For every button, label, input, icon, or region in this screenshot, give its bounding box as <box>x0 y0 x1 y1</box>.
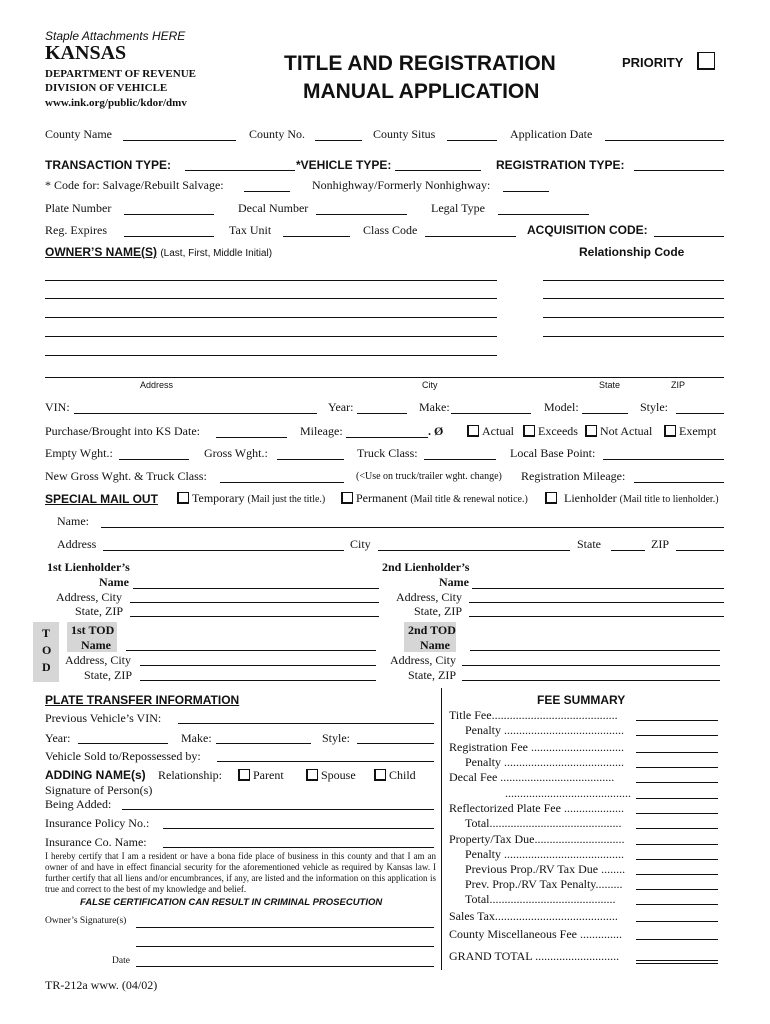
fee-decal-label: Decal Fee ...................................... <box>449 770 615 784</box>
temporary-option <box>192 491 325 506</box>
fee-prev-rv-penalty-label: Prev. Prop./RV Tax Penalty......... <box>465 877 623 891</box>
first-tod-statezip-field[interactable] <box>140 680 376 681</box>
make-label: Make: <box>419 400 450 414</box>
vehicle-type-label: *VEHICLE TYPE: <box>296 158 392 172</box>
fee-registration-field[interactable] <box>636 752 718 753</box>
child-checkbox[interactable] <box>374 769 386 781</box>
gross-weight-field[interactable] <box>277 459 344 460</box>
second-tod-heading: 2nd TOD <box>408 623 456 637</box>
first-tod-statezip-label: State, ZIP <box>84 668 132 682</box>
owner-signature-field-2[interactable] <box>136 946 434 947</box>
prev-make-field[interactable] <box>216 743 311 744</box>
registration-mileage-label: Registration Mileage: <box>521 469 626 483</box>
nonhighway-label: Nonhighway/Formerly Nonhighway: <box>312 178 491 192</box>
fee-property-tax-field[interactable] <box>636 844 718 845</box>
tod-side-tab <box>33 622 59 682</box>
fee-property-penalty-field[interactable] <box>636 859 718 860</box>
owner-signature-field-1[interactable] <box>136 927 434 928</box>
signature-persons-label: Signature of Person(s) <box>45 783 153 797</box>
mail-zip-label: ZIP <box>651 537 669 551</box>
plate-number-label: Plate Number <box>45 201 112 215</box>
second-tod-address-label: Address, City <box>390 653 456 667</box>
prev-vin-field[interactable] <box>178 723 434 724</box>
lienholder-option <box>564 491 719 506</box>
lienholder-checkbox[interactable] <box>545 492 557 504</box>
year-label: Year: <box>328 400 354 414</box>
owners-hint: (Last, First, Middle Initial) <box>160 248 273 259</box>
owners-heading <box>45 245 272 259</box>
insurance-policy-field[interactable] <box>163 828 434 829</box>
exceeds-label: Exceeds <box>538 424 578 438</box>
application-date-label: Application Date <box>510 127 593 141</box>
prev-year-label: Year: <box>45 731 71 745</box>
section-divider <box>441 688 442 970</box>
first-tod-address-field[interactable] <box>140 665 376 666</box>
fee-registration-label: Registration Fee ............................... <box>449 740 624 754</box>
tod-letter-d: D <box>42 660 51 674</box>
temporary-note: (Mail just the title.) <box>247 494 326 505</box>
mileage-label: Mileage: <box>300 424 343 438</box>
fee-blank-field[interactable] <box>636 798 718 799</box>
second-lienholder-address-label: Address, City <box>396 590 462 604</box>
fee-title-penalty-field[interactable] <box>636 735 718 736</box>
fee-title-label: Title Fee.......................................... <box>449 708 618 722</box>
form-title-line1: TITLE AND REGISTRATION <box>284 52 556 75</box>
fee-reflectorized-field[interactable] <box>636 813 718 814</box>
first-tod-name-label: Name <box>81 638 111 652</box>
fee-total-2-label: Total.......................................... <box>465 892 616 906</box>
owner-city-caption: City <box>422 380 438 390</box>
permanent-note: (Mail title & renewal notice.) <box>410 494 528 505</box>
relationship-code-line-3[interactable] <box>543 317 724 318</box>
owner-name-line-4[interactable] <box>45 336 497 337</box>
nonhighway-field[interactable] <box>503 191 549 192</box>
not-actual-label: Not Actual <box>600 424 653 438</box>
legal-type-field[interactable] <box>498 214 589 215</box>
first-lienholder-address-label: Address, City <box>56 590 122 604</box>
second-tod-address-field[interactable] <box>462 665 720 666</box>
empty-weight-label: Empty Wght.: <box>45 446 113 460</box>
relationship-code-line-1[interactable] <box>543 280 724 281</box>
registration-type-label: REGISTRATION TYPE: <box>496 158 625 172</box>
being-added-label: Being Added: <box>45 797 112 811</box>
fee-registration-penalty-label: Penalty ........................................ <box>465 755 624 769</box>
second-tod-statezip-field[interactable] <box>462 680 720 681</box>
second-lienholder-name-field[interactable] <box>472 588 724 589</box>
first-tod-address-label: Address, City <box>65 653 131 667</box>
gross-weight-label: Gross Wght.: <box>204 446 268 460</box>
relationship-code-line-4[interactable] <box>543 336 724 337</box>
local-base-field[interactable] <box>603 459 724 460</box>
parent-checkbox[interactable] <box>238 769 250 781</box>
reg-expires-field[interactable] <box>124 236 214 237</box>
fee-total-1-label: Total............................................ <box>465 816 622 830</box>
tod-letter-t: T <box>42 626 51 640</box>
mail-address-label: Address <box>57 537 97 551</box>
permanent-option <box>356 491 528 506</box>
county-situs-label: County Situs <box>373 127 436 141</box>
fee-prev-rv-tax-field[interactable] <box>636 874 718 875</box>
salvage-field[interactable] <box>244 191 290 192</box>
permanent-checkbox[interactable] <box>341 492 353 504</box>
second-tod-box <box>404 622 456 652</box>
tax-unit-field[interactable] <box>283 236 350 237</box>
truck-class-field[interactable] <box>424 459 496 460</box>
mail-name-label: Name: <box>57 514 89 528</box>
owner-address-caption: Address <box>140 380 174 390</box>
lienholder-label: Lienholder <box>564 491 617 505</box>
actual-label: Actual <box>482 424 514 438</box>
not-actual-checkbox[interactable] <box>585 425 597 437</box>
fee-total-2-field[interactable] <box>636 904 718 905</box>
county-no-label: County No. <box>249 127 306 141</box>
exempt-label: Exempt <box>679 424 717 438</box>
reg-expires-label: Reg. Expires <box>45 223 107 237</box>
agency-website: www.ink.org/public/kdor/dmv <box>45 97 187 109</box>
class-code-field[interactable] <box>425 236 516 237</box>
mail-name-field[interactable] <box>101 527 724 528</box>
parent-label: Parent <box>253 768 284 782</box>
first-tod-heading: 1st TOD <box>71 623 115 637</box>
mail-city-label: City <box>350 537 371 551</box>
plate-transfer-heading: PLATE TRANSFER INFORMATION <box>45 693 240 707</box>
application-date-field[interactable] <box>605 140 724 141</box>
staple-note: Staple Attachments HERE <box>45 29 186 43</box>
fee-property-tax-label: Property/Tax Due.............................. <box>449 832 625 846</box>
transaction-type-field[interactable] <box>185 170 295 171</box>
legal-type-label: Legal Type <box>431 201 485 215</box>
fee-title-field[interactable] <box>636 720 718 721</box>
make-field[interactable] <box>451 413 531 414</box>
registration-type-field[interactable] <box>634 170 724 171</box>
owners-label: OWNER’S NAME(S) <box>45 245 157 259</box>
decal-number-field[interactable] <box>316 214 407 215</box>
false-certification-warning: FALSE CERTIFICATION CAN RESULT IN CRIMINAL PROSECUTION <box>80 897 383 908</box>
temporary-label: Temporary <box>192 491 245 505</box>
second-lienholder-statezip-label: State, ZIP <box>414 604 462 618</box>
fee-registration-penalty-field[interactable] <box>636 767 718 768</box>
year-field[interactable] <box>357 413 407 414</box>
first-lienholder-heading: 1st Lienholder’s <box>47 560 130 574</box>
mileage-field[interactable] <box>346 437 428 438</box>
sold-to-label: Vehicle Sold to/Repossessed by: <box>45 749 201 763</box>
model-field[interactable] <box>582 413 628 414</box>
transaction-type-label: TRANSACTION TYPE: <box>45 158 171 172</box>
spouse-label: Spouse <box>321 768 356 782</box>
child-label: Child <box>389 768 416 782</box>
new-gross-label: New Gross Wght. & Truck Class: <box>45 469 207 483</box>
fee-prev-rv-tax-label: Previous Prop./RV Tax Due ........ <box>465 862 626 876</box>
second-lienholder-statezip-field[interactable] <box>469 616 724 617</box>
first-lienholder-statezip-label: State, ZIP <box>75 604 123 618</box>
second-lienholder-heading: 2nd Lienholder’s <box>382 560 470 574</box>
exceeds-checkbox[interactable] <box>523 425 535 437</box>
priority-checkbox[interactable] <box>697 52 715 70</box>
mileage-suffix: . Ø <box>428 424 444 438</box>
local-base-label: Local Base Point: <box>510 446 596 460</box>
first-lienholder-statezip-field[interactable] <box>130 616 379 617</box>
style-label: Style: <box>640 400 669 414</box>
fee-property-penalty-label: Penalty ........................................ <box>465 847 624 861</box>
vin-label: VIN: <box>45 400 70 414</box>
fee-sales-tax-label: Sales Tax......................................... <box>449 909 618 923</box>
truck-class-label: Truck Class: <box>357 446 418 460</box>
insurance-company-label: Insurance Co. Name: <box>45 835 147 849</box>
empty-weight-field[interactable] <box>119 459 189 460</box>
adding-names-label: ADDING NAME(s) <box>45 768 146 782</box>
prev-style-field[interactable] <box>357 743 434 744</box>
salvage-label: * Code for: Salvage/Rebuilt Salvage: <box>45 178 224 192</box>
sold-to-field[interactable] <box>217 761 434 762</box>
actual-checkbox[interactable] <box>467 425 479 437</box>
relationship-label: Relationship: <box>158 768 222 782</box>
owner-name-line-2[interactable] <box>45 298 497 299</box>
fee-grand-total-double-rule <box>636 963 718 964</box>
second-tod-name-label: Name <box>420 638 450 652</box>
county-no-field[interactable] <box>315 140 362 141</box>
purchase-date-field[interactable] <box>216 437 287 438</box>
agency-department: DEPARTMENT OF REVENUE <box>45 68 196 80</box>
temporary-checkbox[interactable] <box>177 492 189 504</box>
lienholder-note: (Mail title to lienholder.) <box>619 494 719 505</box>
fee-grand-total-field[interactable] <box>636 960 718 961</box>
spouse-checkbox[interactable] <box>306 769 318 781</box>
vehicle-type-field[interactable] <box>395 170 481 171</box>
relationship-code-line-2[interactable] <box>543 298 724 299</box>
truck-weight-note: (<Use on truck/trailer wght. change) <box>356 471 502 482</box>
insurance-company-field[interactable] <box>163 847 434 848</box>
owner-name-line-3[interactable] <box>45 317 497 318</box>
agency-state: KANSAS <box>45 42 127 64</box>
owner-name-line-5[interactable] <box>45 355 497 356</box>
decal-number-label: Decal Number <box>238 201 309 215</box>
model-label: Model: <box>544 400 579 414</box>
first-lienholder-name-field[interactable] <box>133 588 379 589</box>
prev-year-field[interactable] <box>78 743 168 744</box>
owner-name-line-1[interactable] <box>45 280 497 281</box>
registration-mileage-field[interactable] <box>634 482 724 483</box>
acquisition-code-label: ACQUISITION CODE: <box>527 223 648 237</box>
mail-state-field[interactable] <box>611 550 645 551</box>
first-tod-name-field[interactable] <box>126 650 376 651</box>
second-tod-name-field[interactable] <box>470 650 720 651</box>
insurance-policy-label: Insurance Policy No.: <box>45 816 150 830</box>
class-code-label: Class Code <box>363 223 418 237</box>
new-gross-field[interactable] <box>220 482 344 483</box>
owner-state-caption: State <box>599 380 621 390</box>
purchase-date-label: Purchase/Brought into KS Date: <box>45 424 200 438</box>
fee-decal-field[interactable] <box>636 782 718 783</box>
owner-address-line[interactable] <box>45 377 724 378</box>
fee-grand-total-label: GRAND TOTAL ............................ <box>449 949 620 963</box>
agency-division: DIVISION OF VEHICLE <box>45 82 168 94</box>
certification-text: I hereby certify that I am a resident or have a bona fide place of business in this county and that I am an owner of and have in effect financial security for the aforementioned vehicle as required by Kansas law. I further certify that all liens and/or encumbrances, if any, are listed and the information on this application is true and correct to the best of my knowledge and belief. <box>45 851 436 894</box>
fee-title-penalty-label: Penalty ........................................ <box>465 723 624 737</box>
signature-persons-field[interactable] <box>122 809 434 810</box>
form-title-line2: MANUAL APPLICATION <box>303 80 540 103</box>
fee-summary-heading: FEE SUMMARY <box>537 693 626 707</box>
fee-county-misc-field[interactable] <box>636 939 718 940</box>
first-lienholder-name-label: Name <box>99 575 129 589</box>
fee-prev-rv-penalty-field[interactable] <box>636 889 718 890</box>
tax-unit-label: Tax Unit <box>229 223 272 237</box>
prev-make-label: Make: <box>181 731 212 745</box>
second-lienholder-name-label: Name <box>439 575 469 589</box>
fee-blank-label: .......................................... <box>505 786 631 800</box>
acquisition-code-field[interactable] <box>654 236 724 237</box>
special-mail-label: SPECIAL MAIL OUT <box>45 492 158 506</box>
owner-signature-label: Owner’s Signature(s) <box>45 916 127 926</box>
fee-county-misc-label: County Miscellaneous Fee .............. <box>449 927 622 941</box>
mail-address-field[interactable] <box>103 550 344 551</box>
county-name-field[interactable] <box>123 140 236 141</box>
vin-field[interactable] <box>74 413 317 414</box>
fee-sales-tax-field[interactable] <box>636 921 718 922</box>
permanent-label: Permanent <box>356 491 408 505</box>
mail-zip-field[interactable] <box>676 550 724 551</box>
second-tod-statezip-label: State, ZIP <box>408 668 456 682</box>
second-lienholder-address-field[interactable] <box>469 602 724 603</box>
county-name-label: County Name <box>45 127 112 141</box>
first-lienholder-address-field[interactable] <box>130 602 379 603</box>
relationship-code-label: Relationship Code <box>579 245 685 259</box>
owner-zip-caption: ZIP <box>671 380 686 390</box>
prev-vin-label: Previous Vehicle’s VIN: <box>45 711 162 725</box>
priority-label: PRIORITY <box>622 55 684 70</box>
tod-letter-o: O <box>42 643 52 657</box>
mail-state-label: State <box>577 537 601 551</box>
date-label: Date <box>112 956 130 966</box>
date-field[interactable] <box>136 966 434 967</box>
mail-city-field[interactable] <box>378 550 570 551</box>
prev-style-label: Style: <box>322 731 351 745</box>
form-id: TR-212a www. (04/02) <box>45 978 158 992</box>
style-field[interactable] <box>676 413 724 414</box>
exempt-checkbox[interactable] <box>664 425 676 437</box>
plate-number-field[interactable] <box>124 214 214 215</box>
county-situs-field[interactable] <box>447 140 497 141</box>
fee-total-1-field[interactable] <box>636 828 718 829</box>
first-tod-box <box>67 622 117 652</box>
fee-reflectorized-label: Reflectorized Plate Fee .................... <box>449 801 624 815</box>
